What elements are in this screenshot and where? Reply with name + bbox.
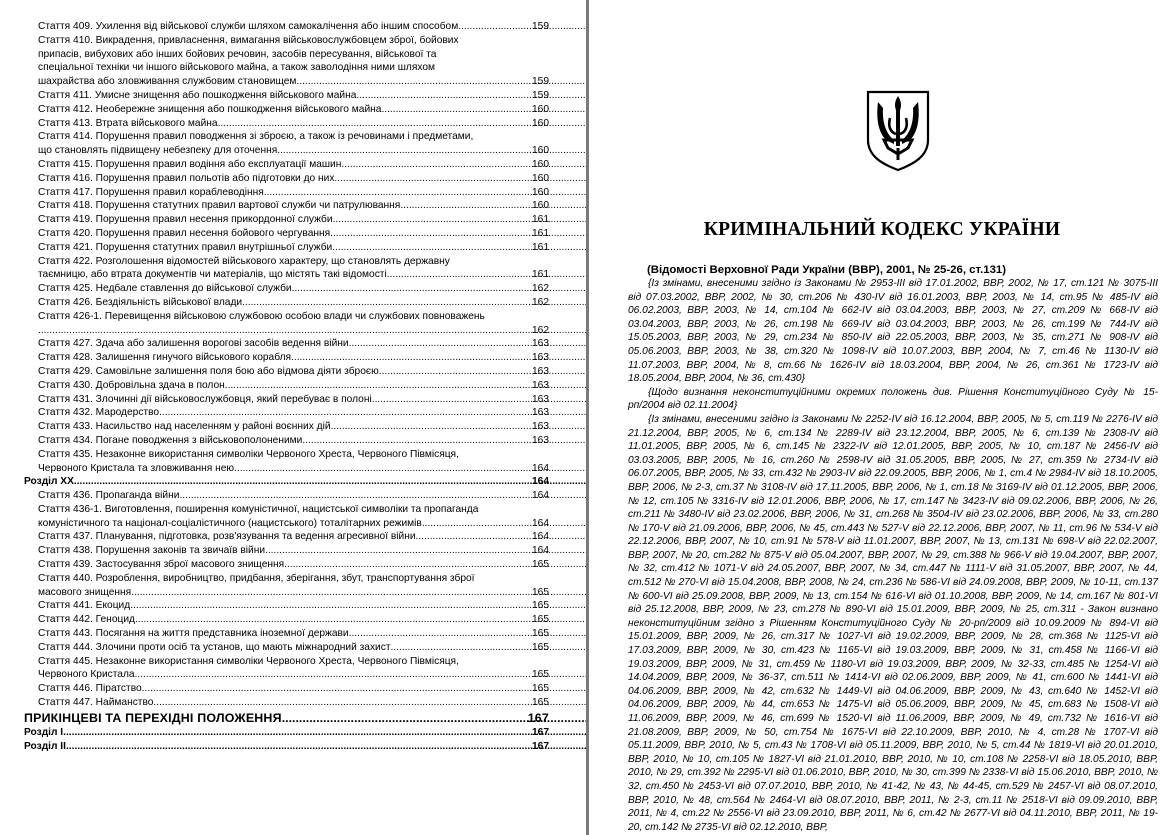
toc-entry-text: Стаття 414. Порушення правил поводження зі зброєю, а також із речовинами і предметами, [38, 131, 474, 143]
toc-leader-dots [349, 337, 531, 351]
toc-entry-row [24, 696, 549, 710]
toc-entry-row [24, 710, 549, 726]
toc-section[interactable] [24, 740, 549, 754]
toc-entry-text: Червоного Кристала [38, 669, 135, 681]
toc-entry-row [24, 530, 549, 544]
toc-entry-text: Стаття 441. Екоцид [38, 600, 131, 612]
toc-leader-dots [458, 20, 531, 34]
toc-page-number: 161 [532, 227, 549, 239]
toc-entry-row [24, 489, 549, 503]
toc-leader-dots [291, 351, 531, 365]
toc-leader-dots [416, 530, 531, 544]
toc-entry-text: Стаття 426. Бездіяльність військової влади [38, 296, 243, 308]
toc-page-number: 161 [532, 241, 549, 253]
toc-page-number: 164 [532, 462, 549, 474]
toc-entry[interactable] [24, 351, 549, 365]
toc-page-number: 160 [532, 158, 549, 170]
toc-entry-row [24, 462, 549, 476]
toc-entry-row [24, 20, 549, 34]
toc-entry-row [24, 296, 549, 310]
toc-leader-dots [333, 213, 531, 227]
toc-page-number: 160 [532, 145, 549, 157]
toc-entry-row [24, 89, 549, 103]
toc-entry-row [24, 627, 549, 641]
toc-page-number: 163 [532, 352, 549, 364]
toc-entry-row [24, 586, 549, 600]
toc-entry[interactable] [24, 130, 549, 158]
toc-leader-dots [135, 613, 531, 627]
toc-entry-row [24, 740, 549, 754]
toc-entry[interactable] [24, 406, 549, 420]
toc-leader-dots [292, 282, 531, 296]
toc-entry[interactable] [24, 172, 549, 186]
toc-leader-dots [153, 696, 531, 710]
toc-entry[interactable] [24, 420, 549, 434]
toc-page-number: 163 [532, 434, 549, 446]
toc-entry-text: Стаття 436. Пропаганда війни [38, 490, 180, 502]
toc-page-number: 163 [532, 393, 549, 405]
toc-entry-text: Стаття 439. Застосування зброї масового знищення [38, 559, 285, 571]
toc-entry[interactable] [24, 227, 549, 241]
toc-leader-dots [282, 710, 527, 726]
toc-entry-text: Стаття 434. Погане поводження з військовополоненими [38, 434, 303, 446]
toc-entry-row [24, 186, 549, 200]
toc-entry[interactable] [24, 365, 549, 379]
toc-entry-text: Стаття 440. Розроблення, виробництво, придбання, зберігання, збут, транспортування зброї [38, 572, 475, 584]
toc-page-number: 165 [532, 697, 549, 709]
toc-entry-row [24, 213, 549, 227]
toc-page-number: 160 [532, 200, 549, 212]
toc-leader-dots [242, 296, 531, 310]
toc-leader-dots [66, 740, 531, 754]
toc-entry-text: таємницю, або втрата документів чи матеріалів, що містять такі відомості [38, 269, 387, 281]
toc-page-number: 162 [532, 296, 549, 308]
toc-entry-text: Стаття 419. Порушення правил несення прикордонної служби [38, 214, 333, 226]
toc-entry-row [24, 227, 549, 241]
toc-entry-text: Розділ XX. [24, 476, 77, 488]
toc-entry-text: Стаття 446. Піратство [38, 683, 142, 695]
toc-entry[interactable] [24, 89, 549, 103]
source-reference: (Відомості Верховної Ради України (ВВР), 2001, № 25-26, ст.131) [647, 264, 1007, 276]
toc-entry-text: що становлять підвищену небезпеку для оточення [38, 145, 278, 157]
toc-page-number: 160 [532, 172, 549, 184]
toc-entry-text: Стаття 433. Насильство над населенням у районі воєнних дій [38, 421, 331, 433]
toc-leader-dots [142, 682, 531, 696]
toc-entry-text: Стаття 430. Добровільна здача в полон [38, 379, 225, 391]
amendments-paragraph: {Із змінами, внесеними згідно із Законами № 2953-III від 17.01.2002, ВВР, 2002, № 17, ст.121 № 3075-III від 07.03.2002, ВВР, 2002, № 30, ст.206 № 430-IV від 16.01.2003, ВВР, 2003, № 14, ст.95 № 485-IV від 06.02.2003, ВВР, 2003, № 14, ст.104 № 662-IV від 03.04.2003, ВВР, 2003, № 27, ст.209 № 668-IV від 03.04.2003, ВВР, 2003, № 26, ст.198 № 669-IV від 03.04.2003, ВВР, 2003, № 26, ст.199 № 744-IV від 15.05.2003, ВВР, 2003, № 29, ст.234 № 850-IV від 22.05.2003, ВВР, 2003, № 35, ст.271 № 908-IV від 05.06.2003, ВВР, 2003, № 38, ст.320 № 1098-IV від 10.07.2003, ВВР, 2004, № 7, ст.46 № 1130-IV від 11.07.2003, ВВР, 2004, № 8, ст.66 № 1626-IV від 18.03.2004, ВВР, 2004, № 26, ст.361 № 1723-IV від 18.05.2004, ВВР, 2004, № 36, ст.430} [628, 278, 1158, 385]
toc-entry-text: Стаття 429. Самовільне залишення поля бою або відмова діяти зброєю [38, 365, 379, 377]
toc-leader-dots [379, 365, 531, 379]
toc-entry[interactable] [24, 379, 549, 393]
toc-page-number: 164 [532, 545, 549, 557]
toc-leader-dots [332, 241, 531, 255]
toc-entry-row [24, 434, 549, 448]
toc-entry-row [24, 103, 549, 117]
toc-entry-text: Стаття 421. Порушення статутних правил внутрішньої служби [38, 241, 333, 253]
toc-entry-text: Стаття 437. Планування, підготовка, розв'язування та ведення агресивної війни [38, 531, 416, 543]
toc-page-number: 160 [532, 186, 549, 198]
toc-page-number: 164 [532, 517, 549, 529]
toc-entry-text: Стаття 411. Умисне знищення або пошкодження військового майна [38, 89, 357, 101]
toc-entry-text: Стаття 427. Здача або залишення ворогові засобів ведення війни [38, 338, 349, 350]
toc-entry[interactable] [24, 544, 549, 558]
toc-page-number: 160 [532, 103, 549, 115]
toc-leader-dots [422, 517, 531, 531]
toc-entry[interactable] [24, 572, 549, 600]
toc-leader-dots [179, 489, 531, 503]
toc-entry[interactable] [24, 213, 549, 227]
toc-leader-dots [284, 558, 531, 572]
toc-entry[interactable] [24, 20, 549, 34]
table-of-contents [24, 20, 549, 753]
toc-entry-text: Стаття 426-1. Перевищення військовою службовою особою влади чи службових повноважень [38, 310, 485, 322]
toc-entry-text: припасів, вибухових або інших бойових речовин, засобів пересування, військової та [38, 48, 437, 60]
toc-entry-row [24, 393, 549, 407]
toc-leader-dots [330, 227, 531, 241]
toc-page-number: 163 [532, 338, 549, 350]
toc-entry[interactable] [24, 34, 549, 89]
toc-entry[interactable] [24, 627, 549, 641]
toc-entry[interactable] [24, 558, 549, 572]
toc-entry-text: Стаття 416. Порушення правил польотів або підготовки до них [38, 172, 335, 184]
toc-section[interactable] [24, 726, 549, 740]
toc-entry[interactable] [24, 103, 549, 117]
toc-page-number: 167 [527, 710, 549, 725]
toc-entry-text: Стаття 428. Залишення гинучого військового корабля [38, 352, 292, 364]
toc-page-number: 164 [532, 531, 549, 543]
toc-leader-dots [234, 462, 531, 476]
toc-entry-text: Стаття 438. Порушення законів та звичаїв війни [38, 545, 266, 557]
toc-entry-row [24, 726, 549, 740]
toc-entry[interactable] [24, 117, 549, 131]
toc-entry-text: Стаття 431. Злочинні дії військовослужбовця, який перебуває в полоні [38, 393, 372, 405]
toc-page-number: 163 [532, 407, 549, 419]
toc-entry-row [24, 144, 549, 158]
toc-entry-text: Червоного Кристала та зловживання нею [38, 462, 235, 474]
toc-leader-dots [391, 641, 532, 655]
toc-entry[interactable] [24, 310, 549, 338]
toc-entry-text: Стаття 418. Порушення статутних правил вартової служби чи патрулювання [38, 200, 401, 212]
toc-entry-text: ПРИКІНЦЕВІ ТА ПЕРЕХІДНІ ПОЛОЖЕННЯ [24, 710, 282, 725]
toc-page-number: 163 [532, 365, 549, 377]
toc-entry-row [24, 199, 549, 213]
toc-leader-dots [296, 75, 531, 89]
toc-entry-row [24, 75, 549, 89]
toc-entry-text: Розділ II [24, 740, 66, 752]
toc-page-number: 165 [532, 641, 549, 653]
toc-entry[interactable] [24, 241, 549, 255]
toc-entry[interactable] [24, 641, 549, 655]
toc-entry[interactable] [24, 282, 549, 296]
toc-entry-row [24, 668, 549, 682]
toc-page-number: 167 [532, 726, 549, 738]
toc-page-number: 159 [532, 21, 549, 32]
toc-entry-row [24, 324, 549, 338]
toc-entry-text: Стаття 436-1. Виготовлення, поширення комуністичної, нацистської символіки та пропаганда [38, 503, 479, 515]
toc-leader-dots [372, 393, 531, 407]
toc-entry-text: шахрайства або зловживання службовим становищем [38, 76, 297, 88]
toc-entry-text: Стаття 435. Незаконне використання символіки Червоного Хреста, Червоного Півмісяця, [38, 448, 459, 460]
toc-entry-text: Стаття 417. Порушення правил кораблеводіння [38, 186, 264, 198]
toc-entry-row [24, 517, 549, 531]
toc-page-number: 165 [532, 683, 549, 695]
toc-entry-text: спеціальної техніки чи іншого військового майна, а також заволодіння ними шляхом [38, 62, 436, 74]
toc-entry-row [24, 544, 549, 558]
toc-entry[interactable] [24, 393, 549, 407]
amendments-text [628, 277, 1158, 834]
toc-leader-dots [38, 324, 531, 338]
document-title: КРИМІНАЛЬНИЙ КОДЕКС УКРАЇНИ [703, 219, 1061, 240]
toc-entry[interactable] [24, 296, 549, 310]
toc-entry-text: Стаття 413. Втрата військового майна [38, 117, 218, 129]
toc-entry-text: Розділ I [24, 726, 64, 738]
toc-page-number: 165 [532, 586, 549, 598]
toc-entry[interactable] [24, 682, 549, 696]
toc-page-number: 159 [532, 76, 549, 88]
toc-leader-dots [334, 172, 531, 186]
toc-leader-dots [131, 586, 531, 600]
toc-entry[interactable] [24, 199, 549, 213]
toc-leader-dots [349, 627, 531, 641]
toc-leader-dots [264, 186, 531, 200]
toc-page-number: 165 [532, 669, 549, 681]
toc-page-number: 160 [532, 117, 549, 129]
toc-entry-row [24, 475, 549, 489]
toc-entry-row [24, 365, 549, 379]
toc-entry-text: комуністичного та націонал-соціалістичного (нацистського) тоталітарних режимів [38, 517, 422, 529]
toc-entry-row [24, 268, 549, 282]
toc-entry-text: Стаття 422. Розголошення відомостей військового характеру, що становлять державну [38, 255, 450, 267]
toc-entry-row [24, 558, 549, 572]
toc-page-number: 164 [532, 490, 549, 502]
toc-entry-row [24, 117, 549, 131]
toc-entry[interactable] [24, 599, 549, 613]
toc-entry-row [24, 379, 549, 393]
toc-page [0, 0, 586, 835]
toc-entry-text: Стаття 447. Найманство [38, 697, 154, 709]
amendments-paragraph: {Із змінами, внесеними згідно із Законами № 2252-IV від 16.12.2004, ВВР, 2005, № 5, ст.119 № 2276-IV від 21.12.2004, ВВР, 2005, № 6, ст.134 № 2289-IV від 23.12.2004, ВВР, 2005, № 6, ст.139 № 2308-IV від 11.01.2005, ВВР, 2005, № 6, ст.145 № 2322-IV від 12.01.2005, ВВР, 2005, № 10, ст.187 № 2456-IV від 03.03.2005, ВВР, 2005, № 16, ст.260 № 2598-IV від 31.05.2005, ВВР, 2005, № 27, ст.359 № 2734-IV від 06.07.2005, ВВР, 2005, № 33, ст.432 № 2903-IV від 22.09.2005, ВВР, 2006, № 1, ст.4 № 2984-IV від 18.10.2005, ВВР, 2006, № 2-3, ст.37 № 3108-IV від 17.11.2005, ВВР, 2006, № 1, ст.18 № 3169-IV від 01.12.2005, ВВР, 2006, № 12, ст.105 № 3316-IV від 12.01.2006, ВВР, 2006, № 17, ст.147 № 3423-IV від 09.02.2006, ВВР, 2006, № 26, ст.211 № 3480-IV від 23.02.2006, ВВР, 2006, № 31, ст.268 № 3504-IV від 23.02.2006, ВВР, 2006, № 33, ст.280 № 170-V від 21.09.2006, ВВР, 2006, № 45, ст.443 № 527-V від 22.12.2006, ВВР, 2007, № 11, ст.96 № 534-V від 22.12.2006, ВВР, 2007, № 10, ст.91 № 578-V від 11.01.2007, ВВР, 2007, № 13, ст.131 № 698-V від 22.02.2007, ВВР, 2007, № 20, ст.282 № 875-V від 05.04.2007, ВВР, 2007, № 29, ст.388 № 966-V від 19.04.2007, ВВР, 2007, № 32, ст.412 № 1071-V від 24.05.2007, ВВР, 2007, № 34, ст.447 № 1111-V від 31.05.2007, ВВР, 2007, № 44, ст.512 № 270-VI від 15.04.2008, ВВР, 2008, № 24, ст.236 № 586-VI від 24.09.2008, ВВР, 2009, № 10-11, ст.137 № 600-VI від 25.09.2008, ВВР, 2009, № 13, ст.154 № 616-VI від 01.10.2008, ВВР, 2009, № 14, ст.167 № 801-VI від 25.12.2008, ВВР, 2009, № 23, ст.278 № 890-VI від 15.01.2009, ВВР, 2009, № 25, ст.311 - Закон визнано неконституційним згідно з Рішенням Конституційного Суду № 20-рп/2009 від 10.09.2009 № 894-VI від 15.01.2009, ВВР, 2009, № 26, ст.317 № 1027-VI від 19.02.2009, ВВР, 2009, № 28, ст.368 № 1125-VI від 17.03.2009, ВВР, 2009, № 30, ст.423 № 1165-VI від 19.03.2009, ВВР, 2009, № 31, ст.458 № 1166-VI від 19.03.2009, ВВР, 2009, № 31, ст.459 № 1180-VI від 19.03.2009, ВВР, 2009, № 32-33, ст.485 № 1254-VI від 14.04.2009, ВВР, 2009, № 36-37, ст.511 № 1414-VI від 02.06.2009, ВВР, 2009, № 41, ст.600 № 1441-VI від 04.06.2009, ВВР, 2009, № 42, ст.632 № 1449-VI від 04.06.2009, ВВР, 2009, № 43, ст.640 № 1452-VI від 04.06.2009, ВВР, 2009, № 44, ст.653 № 1475-VI від 05.06.2009, ВВР, 2009, № 45, ст.683 № 1508-VI від 11.06.2009, ВВР, 2009, № 46, ст.699 № 1520-VI від 11.06.2009, ВВР, 2009, № 49, ст.732 № 1616-VI від 21.08.2009, ВВР, 2009, № 50, ст.754 № 1675-VI від 22.10.2009, ВВР, 2010, № 4, ст.28 № 1707-VI від 05.11.2009, ВВР, 2010, № 5, ст.43 № 1708-VI від 05.11.2009, ВВР, 2010, № 5, ст.44 № 1819-VI від 20.01.2010, ВВР, 2010, № 10, ст.105 № 1827-VI від 21.01.2010, ВВР, 2010, № 10, ст.108 № 2258-VI від 18.05.2010, ВВР, 2010, № 29, ст.392 № 2295-VI від 01.06.2010, ВВР, 2010, № 30, ст.399 № 2338-VI від 15.06.2010, ВВР, 2010, № 32, ст.450 № 2453-VI від 07.07.2010, ВВР, 2010, № 41-42, № 43, № 44-45, ст.529 № 2457-VI від 08.07.2010, ВВР, 2010, № 48, ст.564 № 2464-VI від 08.07.2010, ВВР, 2011, № 2-3, ст.11 № 2518-VI від 09.09.2010, ВВР, 2011, № 4, ст.22 № 2556-VI від 23.09.2010, ВВР, 2011, № 6, ст.42 № 2677-VI від 04.11.2010, ВВР, 2011, № 19-20, ст.142 № 2735-VI від 02.12.2010, ВВР, [628, 413, 1158, 833]
toc-page-number: 165 [532, 628, 549, 640]
toc-entry-row [24, 172, 549, 186]
toc-entry-text: Стаття 432. Мародерство [38, 407, 160, 419]
toc-entry-row [24, 420, 549, 434]
toc-entry-row [24, 337, 549, 351]
toc-page-number: 161 [532, 269, 549, 281]
toc-entry[interactable] [24, 613, 549, 627]
toc-leader-dots [381, 103, 531, 117]
toc-entry[interactable] [24, 489, 549, 503]
toc-leader-dots [387, 268, 531, 282]
toc-page-number: 159 [532, 89, 549, 101]
toc-page-number: 167 [532, 740, 549, 752]
toc-entry-text: Стаття 443. Посягання на життя представника іноземної держави [38, 628, 349, 640]
toc-entry[interactable] [24, 337, 549, 351]
toc-entry-row [24, 682, 549, 696]
toc-entry-text: масового знищення [38, 586, 132, 598]
toc-entry-row [24, 599, 549, 613]
toc-entry-text: Стаття 409. Ухилення від військової служби шляхом самокалічення або іншим способом [38, 21, 459, 32]
toc-leader-dots [135, 668, 531, 682]
toc-entry-text: Стаття 420. Порушення правил несення бойового чергування [38, 227, 331, 239]
toc-leader-dots [159, 406, 531, 420]
toc-entry[interactable] [24, 186, 549, 200]
toc-entry-row [24, 406, 549, 420]
title-page [589, 0, 1175, 835]
toc-page-number: 162 [532, 283, 549, 295]
toc-leader-dots [277, 144, 531, 158]
toc-entry[interactable] [24, 655, 549, 683]
toc-entry-text: Стаття 425. Недбале ставлення до військової служби [38, 283, 292, 295]
toc-page-number: 161 [532, 214, 549, 226]
toc-entry-text: Стаття 415. Порушення правил водіння або експлуатації машин [38, 158, 342, 170]
toc-leader-dots [331, 420, 531, 434]
toc-page-number: 165 [532, 559, 549, 571]
toc-entry-row [24, 282, 549, 296]
toc-page-number: 163 [532, 379, 549, 391]
toc-entry[interactable] [24, 530, 549, 544]
toc-leader-dots [356, 89, 531, 103]
toc-leader-dots [77, 475, 531, 489]
constitutional-court-note: {Щодо визнання неконституційними окремих положень див. Рішення Конституційного Суду № 15-рп/2004 від 02.11.2004} [628, 386, 1158, 412]
toc-entry[interactable] [24, 434, 549, 448]
toc-leader-dots [400, 199, 531, 213]
toc-entry-row [24, 641, 549, 655]
toc-page-number: 162 [532, 324, 549, 336]
toc-section[interactable] [24, 710, 549, 726]
toc-entry-text: Стаття 445. Незаконне використання символіки Червоного Хреста, Червоного Півмісяця, [38, 655, 459, 667]
toc-entry-text: Стаття 444. Злочини проти осіб та установ, що мають міжнародний захист [38, 641, 391, 653]
toc-page-number: 163 [532, 421, 549, 433]
toc-entry-text: Стаття 442. Геноцид [38, 614, 135, 626]
toc-entry-row [24, 241, 549, 255]
toc-leader-dots [341, 158, 531, 172]
toc-entry[interactable] [24, 158, 549, 172]
toc-entry-row [24, 351, 549, 365]
toc-entry[interactable] [24, 696, 549, 710]
toc-entry[interactable] [24, 503, 549, 531]
toc-page-number: 164 [532, 476, 549, 488]
toc-entry-text: Стаття 412. Необережне знищення або пошкодження військового майна [38, 103, 382, 115]
toc-leader-dots [63, 726, 531, 740]
toc-entry-row [24, 158, 549, 172]
toc-page-number: 165 [532, 600, 549, 612]
toc-leader-dots [225, 379, 531, 393]
toc-leader-dots [130, 599, 531, 613]
trident-emblem-icon [864, 88, 932, 172]
toc-leader-dots [265, 544, 531, 558]
toc-entry[interactable] [24, 448, 549, 476]
toc-entry[interactable] [24, 255, 549, 283]
toc-section[interactable] [24, 475, 549, 489]
toc-entry-text: Стаття 410. Викрадення, привласнення, вимагання військовослужбовцем зброї, бойових [38, 34, 459, 46]
toc-entry-row [24, 613, 549, 627]
toc-leader-dots [218, 117, 531, 131]
toc-leader-dots [302, 434, 531, 448]
toc-page-number: 165 [532, 614, 549, 626]
